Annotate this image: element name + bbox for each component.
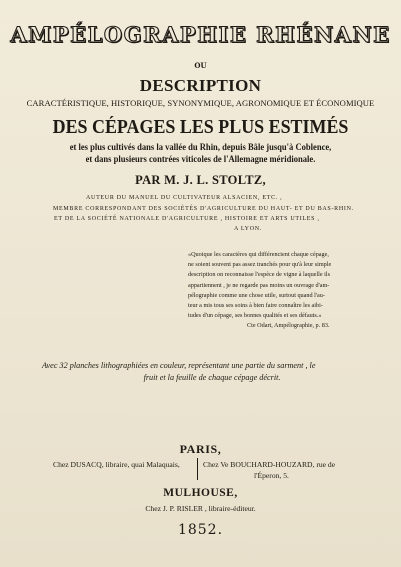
quote-line: description on reconnaisse l'espèce de vigne à laquelle ils — [188, 271, 331, 279]
plates-note — [42, 360, 382, 384]
plates-line-2: fruit et la feuille de chaque cépage décrit. — [143, 373, 281, 382]
publisher-dusacq: Chez DUSACQ, libraire, quai Malaquais, — [53, 460, 180, 469]
blackletter-line-1: et les plus cultivés dans la vallée du Rhin, depuis Bâle jusqu'à Coblence, — [69, 142, 332, 152]
publisher-bouchard-line-1: Chez Ve BOUCHARD-HOUZARD, rue de — [203, 460, 336, 469]
publisher-bouchard-line-2: l'Éperon, 5. — [254, 471, 289, 480]
publication-year: 1852. — [177, 522, 224, 538]
credential-line-3: ET DE LA SOCIÉTÉ NATIONALE D'AGRICULTURE , HISTOIRE ET ARTS UTILES , — [54, 216, 320, 222]
credential-line-4: A LYON. — [234, 226, 262, 232]
publisher-risler: Chez J. P. RISLER , libraire-éditeur. — [145, 504, 256, 513]
imprint-city-mulhouse: MULHOUSE, — [163, 487, 238, 499]
quote-reference: Cte Odart, Ampélographie, p. 83. — [247, 322, 330, 329]
main-heading: DES CÉPAGES LES PLUS ESTIMÉS — [52, 117, 349, 138]
quote-line: tudes d'un cépage, ses bonnes qualités et ses défauts.» — [188, 312, 322, 320]
quote-line: ne soient souvent pas assez tranchés pour qu'à leur simple — [188, 261, 332, 269]
imprint-city-paris: PARIS, — [179, 442, 222, 456]
credential-line-2: MEMBRE CORRESPONDANT DES SOCIÉTÉS D'AGRICULTURE DU HAUT- ET DU BAS-RHIN. — [53, 206, 354, 212]
book-title: AMPÉLOGRAPHIE RHÉNANE — [10, 22, 391, 47]
quote-line: pélographie comme une chose utile, surtout quand l'au- — [188, 291, 325, 299]
subtitle-line: CARACTÉRISTIQUE, HISTORIQUE, SYNONYMIQUE, AGRONOMIQUE ET ÉCONOMIQUE — [26, 98, 375, 108]
quote-line: teur a mis tous ses soins à bien faire connaître les aibi- — [188, 302, 323, 310]
epigraph-quote — [188, 250, 372, 321]
credential-line-1: AUTEUR DU MANUEL DU CULTIVATEUR ALSACIEN, ETC. , — [86, 195, 283, 201]
quote-line: appartiennent , je ne regarde pas moins un ouvrage d'am- — [188, 281, 330, 289]
publisher-divider — [197, 458, 198, 480]
connector-ou: OU — [194, 61, 207, 70]
author-line: PAR M. J. L. STOLTZ, — [135, 173, 266, 187]
blackletter-line-2: et dans plusieurs contrées viticoles de l'Allemagne méridionale. — [85, 154, 316, 164]
description-heading: DESCRIPTION — [139, 76, 262, 95]
plates-line-1: Avec 32 planches lithographiées en couleur, représentant une partie du sarment , le — [42, 361, 316, 370]
quote-line: «Quoique les caractères qui différencient chaque cépage, — [188, 251, 329, 258]
